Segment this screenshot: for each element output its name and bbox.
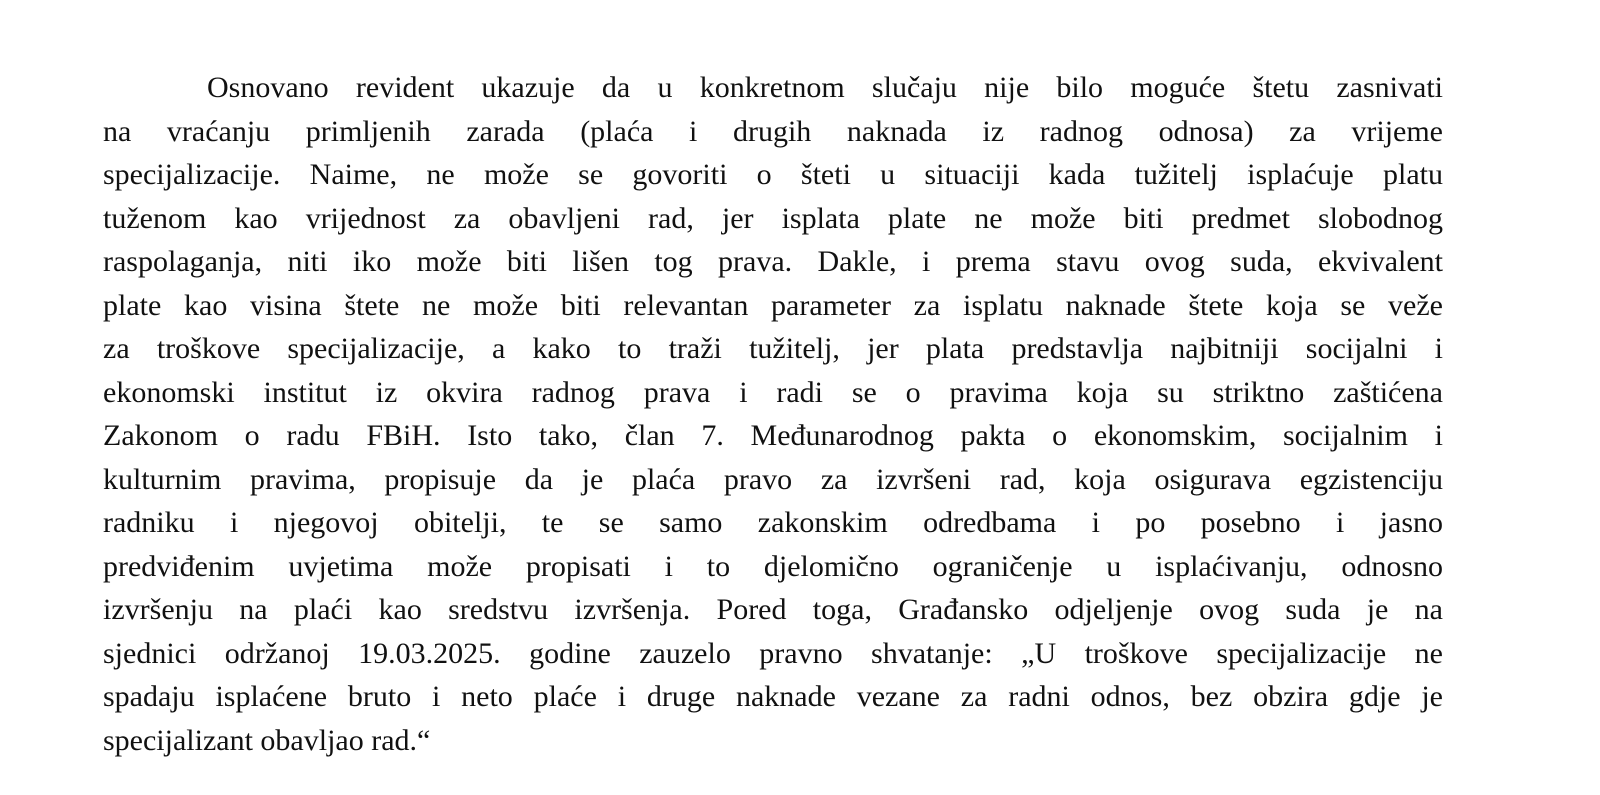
paragraph-line-16: specijalizant obavljao rad.“	[103, 723, 431, 757]
paragraph-line-9: Zakonom o radu FBiH. Isto tako, član 7. Međunarodnog pakta o ekonomskim, socijalnim i	[103, 419, 1443, 452]
paragraph-line-5: raspolaganja, niti iko može biti lišen tog prava. Dakle, i prema stavu ovog suda, ekvivalent	[103, 245, 1443, 278]
paragraph-line-6: plate kao visina štete ne može biti relevantan parameter za isplatu naknade štete koja se veže	[103, 288, 1443, 322]
paragraph-line-2: na vraćanju primljenih zarada (plaća i drugih naknada iz radnog odnosa) za vrijeme	[103, 114, 1443, 148]
paragraph-line-12: predviđenim uvjetima može propisati i to djelomično ograničenje u isplaćivanju, odnosno	[103, 549, 1443, 583]
court-ruling-paragraph	[103, 66, 1443, 762]
paragraph-line-13: izvršenju na plaći kao sredstvu izvršenja. Pored toga, Građansko odjeljenje ovog suda je na	[103, 593, 1443, 626]
paragraph-line-3: specijalizacije. Naime, ne može se govoriti o šteti u situaciji kada tužitelj isplaćuje platu	[103, 158, 1443, 191]
paragraph-line-11: radniku i njegovoj obitelji, te se samo zakonskim odredbama i po posebno i jasno	[103, 506, 1443, 539]
paragraph-line-4: tuženom kao vrijednost za obavljeni rad, jer isplata plate ne može biti predmet slobodnog	[103, 201, 1443, 235]
paragraph-line-7: za troškove specijalizacije, a kako to traži tužitelj, jer plata predstavlja najbitniji socijalni i	[103, 332, 1443, 365]
paragraph-line-10: kulturnim pravima, propisuje da je plaća pravo za izvršeni rad, koja osigurava egzistenciju	[103, 462, 1443, 496]
paragraph-line-14: sjednici održanoj 19.03.2025. godine zauzelo pravno shvatanje: „U troškove specijalizacije ne	[103, 636, 1443, 670]
paragraph-line-8: ekonomski institut iz okvira radnog prava i radi se o pravima koja su striktno zaštićena	[103, 375, 1443, 409]
paragraph-line-1: Osnovano revident ukazuje da u konkretnom slučaju nije bilo moguće štetu zasnivati	[207, 71, 1443, 104]
paragraph-line-15: spadaju isplaćene bruto i neto plaće i druge naknade vezane za radni odnos, bez obzira gdje je	[103, 680, 1443, 713]
